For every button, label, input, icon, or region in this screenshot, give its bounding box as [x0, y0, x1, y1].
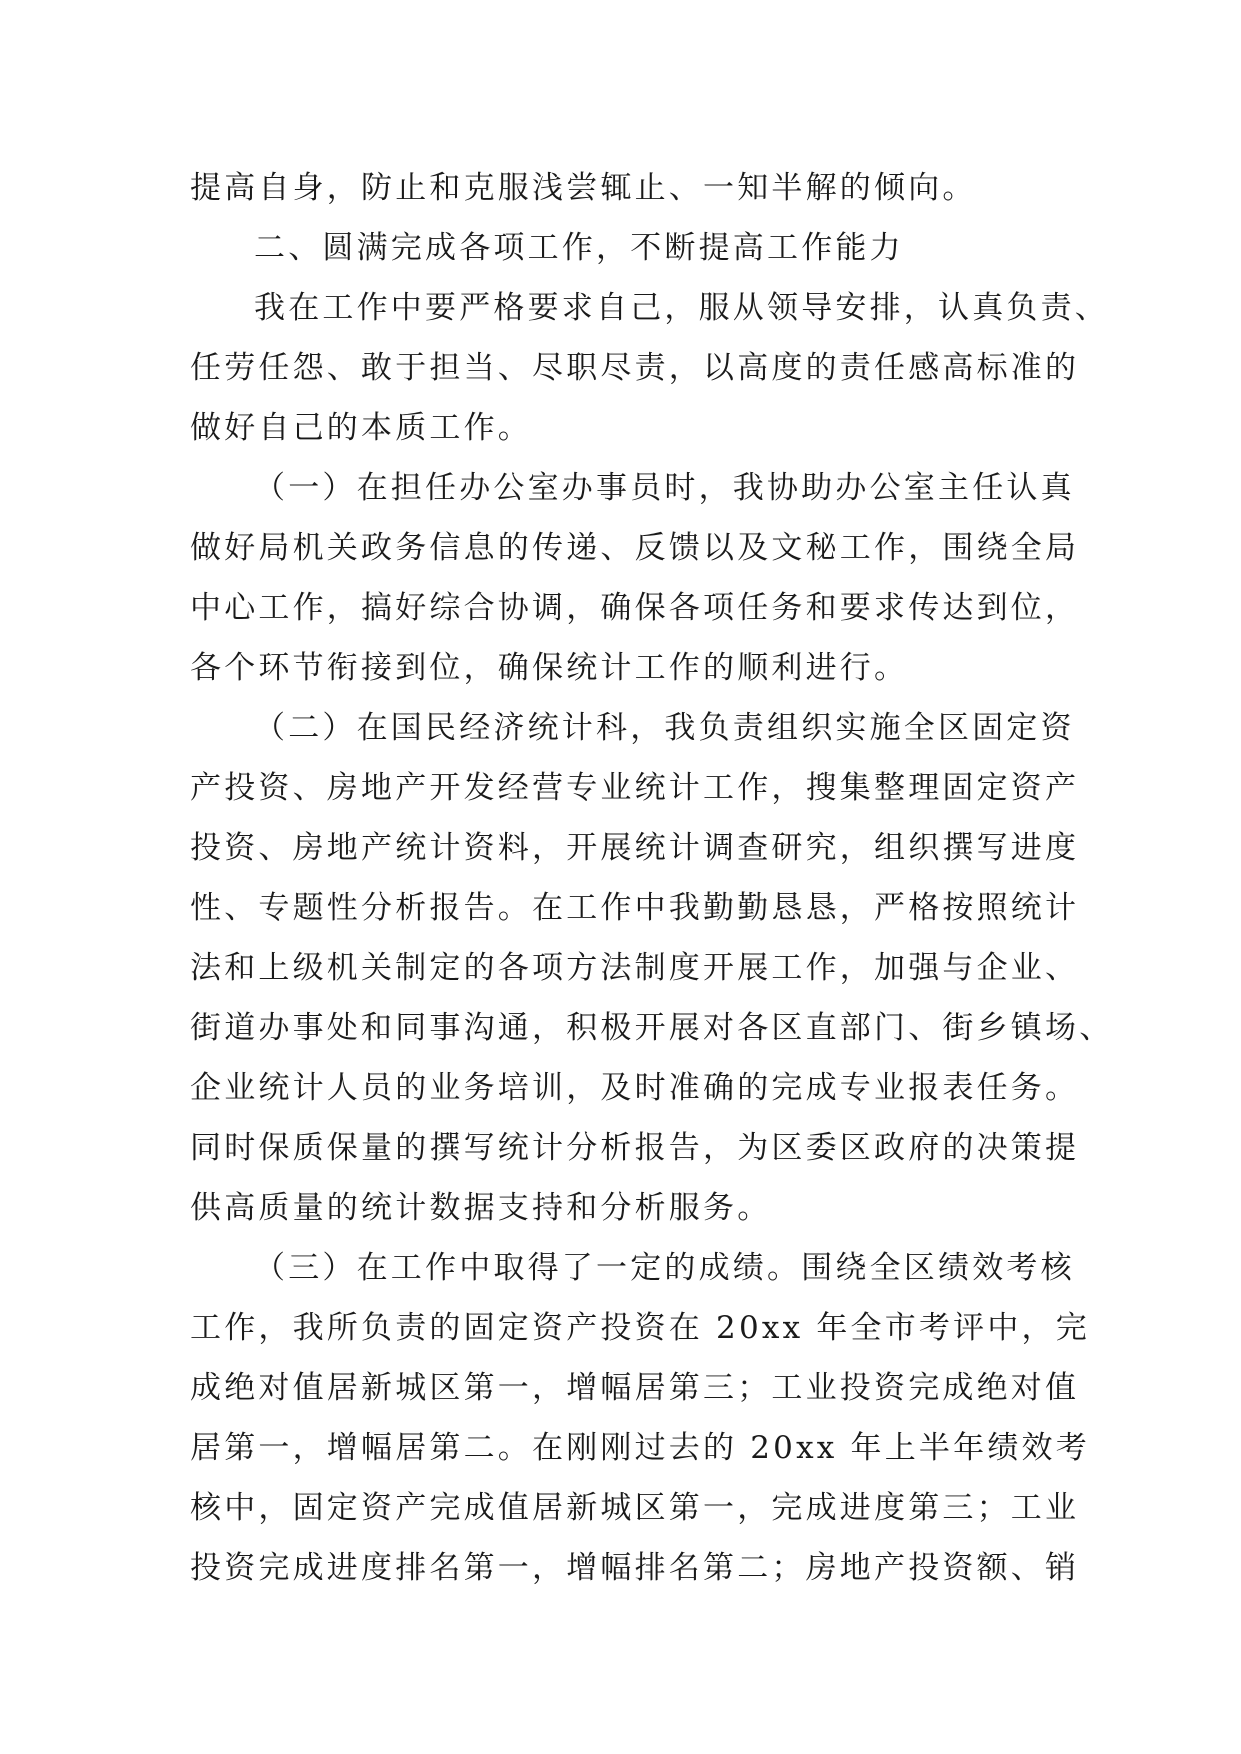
paragraph-line: 同时保质保量的撰写统计分析报告，为区委区政府的决策提: [190, 1130, 1080, 1166]
paragraph-line: 工作，我所负责的固定资产投资在 20xx 年全市考评中，完: [190, 1310, 1090, 1346]
paragraph-line: 法和上级机关制定的各项方法制度开展工作，加强与企业、: [190, 950, 1080, 986]
paragraph-line: 任劳任怨、敢于担当、尽职尽责，以高度的责任感高标准的: [190, 350, 1080, 386]
paragraph-line: 投资完成进度排名第一，增幅排名第二；房地产投资额、销: [190, 1550, 1080, 1586]
paragraph-line: 供高质量的统计数据支持和分析服务。: [190, 1190, 772, 1226]
document-body: [190, 158, 1114, 1598]
paragraph-line: 企业统计人员的业务培训，及时准确的完成专业报表任务。: [190, 1070, 1080, 1106]
paragraph-line: 性、专题性分析报告。在工作中我勤勤恳恳，严格按照统计: [190, 890, 1080, 926]
paragraph-line: （二）在国民经济统计科，我负责组织实施全区固定资: [254, 710, 1075, 746]
paragraph-line: 中心工作，搞好综合协调，确保各项任务和要求传达到位，: [190, 590, 1080, 626]
paragraph-line: （一）在担任办公室办事员时，我协助办公室主任认真: [254, 470, 1075, 506]
paragraph-line: 做好局机关政务信息的传递、反馈以及文秘工作，围绕全局: [190, 530, 1080, 566]
paragraph-line: 提高自身，防止和克服浅尝辄止、一知半解的倾向。: [190, 170, 977, 206]
paragraph-line: 居第一，增幅居第二。在刚刚过去的 20xx 年上半年绩效考: [190, 1430, 1090, 1466]
section-heading: 二、圆满完成各项工作，不断提高工作能力: [254, 230, 904, 266]
paragraph-line: 产投资、房地产开发经营专业统计工作，搜集整理固定资产: [190, 770, 1080, 806]
paragraph-line: 我在工作中要严格要求自己，服从领导安排，认真负责、: [254, 290, 1109, 326]
paragraph-line: 做好自己的本质工作。: [190, 410, 532, 446]
paragraph-line: 成绝对值居新城区第一，增幅居第三；工业投资完成绝对值: [190, 1370, 1080, 1406]
paragraph-line: 投资、房地产统计资料，开展统计调查研究，组织撰写进度: [190, 830, 1080, 866]
paragraph-line: 核中，固定资产完成值居新城区第一，完成进度第三；工业: [190, 1490, 1080, 1526]
paragraph-line: 街道办事处和同事沟通，积极开展对各区直部门、街乡镇场、: [190, 1010, 1114, 1046]
paragraph-line: （三）在工作中取得了一定的成绩。围绕全区绩效考核: [254, 1250, 1075, 1286]
paragraph-line: 各个环节衔接到位，确保统计工作的顺利进行。: [190, 650, 909, 686]
